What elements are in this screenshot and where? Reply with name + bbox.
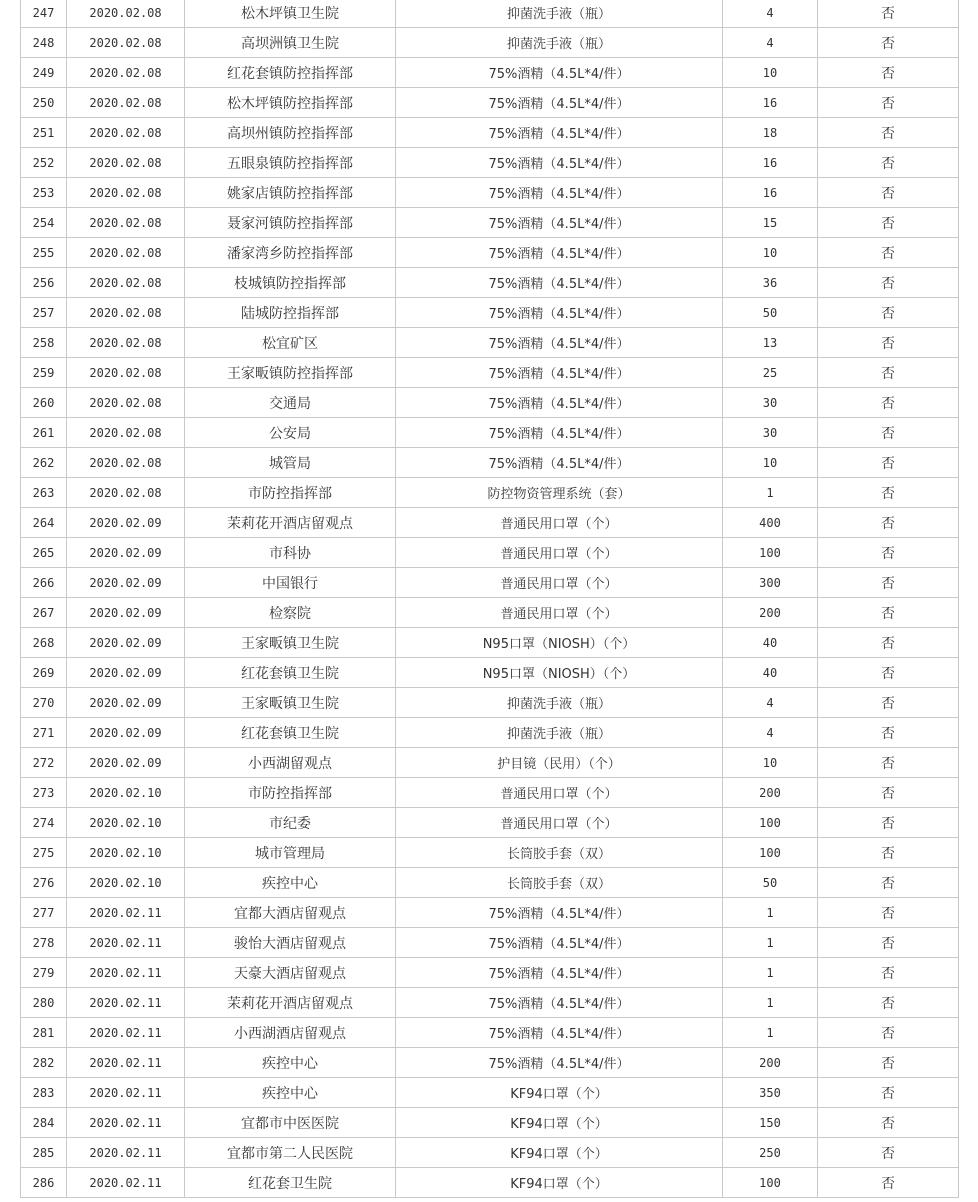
row-number-cell: 264 — [21, 508, 67, 538]
item-cell: 75%酒精（4.5L*4/件） — [396, 148, 723, 178]
table-row — [21, 1078, 959, 1108]
quantity-cell: 1 — [723, 928, 818, 958]
row-number-cell: 268 — [21, 628, 67, 658]
recipient-unit-cell: 红花套镇卫生院 — [185, 658, 396, 688]
table-row — [21, 508, 959, 538]
table-row — [21, 388, 959, 418]
quantity-cell: 1 — [723, 958, 818, 988]
row-number-cell: 267 — [21, 598, 67, 628]
flag-cell: 否 — [818, 118, 959, 148]
row-number-cell: 273 — [21, 778, 67, 808]
flag-cell: 否 — [818, 58, 959, 88]
item-cell: 长筒胶手套（双） — [396, 838, 723, 868]
item-cell: 75%酒精（4.5L*4/件） — [396, 298, 723, 328]
table-row — [21, 178, 959, 208]
date-cell: 2020.02.09 — [67, 568, 185, 598]
item-cell: 75%酒精（4.5L*4/件） — [396, 178, 723, 208]
row-number-cell: 284 — [21, 1108, 67, 1138]
item-cell: 75%酒精（4.5L*4/件） — [396, 928, 723, 958]
flag-cell: 否 — [818, 508, 959, 538]
recipient-unit-cell: 城管局 — [185, 448, 396, 478]
table-row — [21, 238, 959, 268]
row-number-cell: 261 — [21, 418, 67, 448]
flag-cell: 否 — [818, 628, 959, 658]
table-row — [21, 148, 959, 178]
table-row — [21, 658, 959, 688]
quantity-cell: 100 — [723, 1168, 818, 1198]
quantity-cell: 350 — [723, 1078, 818, 1108]
flag-cell: 否 — [818, 598, 959, 628]
recipient-unit-cell: 王家畈镇卫生院 — [185, 688, 396, 718]
row-number-cell: 265 — [21, 538, 67, 568]
table-row — [21, 1108, 959, 1138]
item-cell: KF94口罩（个） — [396, 1108, 723, 1138]
quantity-cell: 4 — [723, 688, 818, 718]
recipient-unit-cell: 公安局 — [185, 418, 396, 448]
quantity-cell: 100 — [723, 808, 818, 838]
date-cell: 2020.02.08 — [67, 208, 185, 238]
date-cell: 2020.02.09 — [67, 508, 185, 538]
quantity-cell: 250 — [723, 1138, 818, 1168]
recipient-unit-cell: 红花套卫生院 — [185, 1168, 396, 1198]
row-number-cell: 280 — [21, 988, 67, 1018]
table-row — [21, 58, 959, 88]
date-cell: 2020.02.08 — [67, 28, 185, 58]
table-body — [21, 0, 959, 1198]
table-row — [21, 328, 959, 358]
date-cell: 2020.02.10 — [67, 868, 185, 898]
flag-cell: 否 — [818, 658, 959, 688]
quantity-cell: 200 — [723, 598, 818, 628]
distribution-table — [20, 0, 959, 1198]
table-row — [21, 628, 959, 658]
flag-cell: 否 — [818, 568, 959, 598]
row-number-cell: 274 — [21, 808, 67, 838]
row-number-cell: 275 — [21, 838, 67, 868]
item-cell: 长筒胶手套（双） — [396, 868, 723, 898]
quantity-cell: 25 — [723, 358, 818, 388]
table-row — [21, 808, 959, 838]
quantity-cell: 4 — [723, 718, 818, 748]
row-number-cell: 250 — [21, 88, 67, 118]
table-row — [21, 778, 959, 808]
quantity-cell: 10 — [723, 448, 818, 478]
quantity-cell: 50 — [723, 868, 818, 898]
flag-cell: 否 — [818, 808, 959, 838]
quantity-cell: 400 — [723, 508, 818, 538]
row-number-cell: 276 — [21, 868, 67, 898]
row-number-cell: 278 — [21, 928, 67, 958]
date-cell: 2020.02.08 — [67, 58, 185, 88]
item-cell: 抑菌洗手液（瓶） — [396, 718, 723, 748]
table-row — [21, 0, 959, 28]
flag-cell: 否 — [818, 718, 959, 748]
flag-cell: 否 — [818, 868, 959, 898]
date-cell: 2020.02.11 — [67, 1138, 185, 1168]
item-cell: 普通民用口罩（个） — [396, 778, 723, 808]
row-number-cell: 258 — [21, 328, 67, 358]
date-cell: 2020.02.08 — [67, 148, 185, 178]
date-cell: 2020.02.09 — [67, 688, 185, 718]
item-cell: 护目镜（民用）（个） — [396, 748, 723, 778]
quantity-cell: 10 — [723, 58, 818, 88]
quantity-cell: 10 — [723, 238, 818, 268]
row-number-cell: 283 — [21, 1078, 67, 1108]
table-row — [21, 448, 959, 478]
date-cell: 2020.02.09 — [67, 628, 185, 658]
quantity-cell: 1 — [723, 988, 818, 1018]
item-cell: 75%酒精（4.5L*4/件） — [396, 328, 723, 358]
row-number-cell: 262 — [21, 448, 67, 478]
item-cell: 普通民用口罩（个） — [396, 508, 723, 538]
item-cell: KF94口罩（个） — [396, 1168, 723, 1198]
quantity-cell: 4 — [723, 0, 818, 28]
item-cell: 普通民用口罩（个） — [396, 808, 723, 838]
item-cell: 75%酒精（4.5L*4/件） — [396, 988, 723, 1018]
flag-cell: 否 — [818, 538, 959, 568]
flag-cell: 否 — [818, 238, 959, 268]
row-number-cell: 257 — [21, 298, 67, 328]
flag-cell: 否 — [818, 268, 959, 298]
row-number-cell: 277 — [21, 898, 67, 928]
table-row — [21, 1168, 959, 1198]
row-number-cell: 255 — [21, 238, 67, 268]
recipient-unit-cell: 市防控指挥部 — [185, 478, 396, 508]
item-cell: 75%酒精（4.5L*4/件） — [396, 358, 723, 388]
item-cell: 普通民用口罩（个） — [396, 598, 723, 628]
row-number-cell: 282 — [21, 1048, 67, 1078]
flag-cell: 否 — [818, 1108, 959, 1138]
recipient-unit-cell: 小西湖酒店留观点 — [185, 1018, 396, 1048]
row-number-cell: 252 — [21, 148, 67, 178]
item-cell: 75%酒精（4.5L*4/件） — [396, 58, 723, 88]
date-cell: 2020.02.08 — [67, 388, 185, 418]
table-row — [21, 958, 959, 988]
table-row — [21, 268, 959, 298]
recipient-unit-cell: 松宜矿区 — [185, 328, 396, 358]
recipient-unit-cell: 红花套镇卫生院 — [185, 718, 396, 748]
flag-cell: 否 — [818, 0, 959, 28]
recipient-unit-cell: 姚家店镇防控指挥部 — [185, 178, 396, 208]
item-cell: 抑菌洗手液（瓶） — [396, 688, 723, 718]
row-number-cell: 281 — [21, 1018, 67, 1048]
item-cell: 75%酒精（4.5L*4/件） — [396, 388, 723, 418]
recipient-unit-cell: 茉莉花开酒店留观点 — [185, 508, 396, 538]
row-number-cell: 260 — [21, 388, 67, 418]
flag-cell: 否 — [818, 178, 959, 208]
flag-cell: 否 — [818, 928, 959, 958]
table-row — [21, 838, 959, 868]
quantity-cell: 40 — [723, 628, 818, 658]
recipient-unit-cell: 红花套镇防控指挥部 — [185, 58, 396, 88]
quantity-cell: 30 — [723, 388, 818, 418]
flag-cell: 否 — [818, 478, 959, 508]
recipient-unit-cell: 聂家河镇防控指挥部 — [185, 208, 396, 238]
date-cell: 2020.02.11 — [67, 1048, 185, 1078]
flag-cell: 否 — [818, 88, 959, 118]
flag-cell: 否 — [818, 1018, 959, 1048]
table-row — [21, 418, 959, 448]
recipient-unit-cell: 交通局 — [185, 388, 396, 418]
table-row — [21, 748, 959, 778]
row-number-cell: 263 — [21, 478, 67, 508]
quantity-cell: 100 — [723, 838, 818, 868]
flag-cell: 否 — [818, 418, 959, 448]
item-cell: KF94口罩（个） — [396, 1078, 723, 1108]
recipient-unit-cell: 王家畈镇防控指挥部 — [185, 358, 396, 388]
quantity-cell: 10 — [723, 748, 818, 778]
table-row — [21, 478, 959, 508]
item-cell: N95口罩（NIOSH）（个） — [396, 658, 723, 688]
item-cell: KF94口罩（个） — [396, 1138, 723, 1168]
recipient-unit-cell: 五眼泉镇防控指挥部 — [185, 148, 396, 178]
recipient-unit-cell: 疾控中心 — [185, 1078, 396, 1108]
quantity-cell: 150 — [723, 1108, 818, 1138]
item-cell: 抑菌洗手液（瓶） — [396, 28, 723, 58]
flag-cell: 否 — [818, 208, 959, 238]
table-row — [21, 928, 959, 958]
table-row — [21, 118, 959, 148]
table-row — [21, 1048, 959, 1078]
quantity-cell: 1 — [723, 1018, 818, 1048]
row-number-cell: 270 — [21, 688, 67, 718]
recipient-unit-cell: 松木坪镇防控指挥部 — [185, 88, 396, 118]
flag-cell: 否 — [818, 958, 959, 988]
table-row — [21, 898, 959, 928]
date-cell: 2020.02.08 — [67, 418, 185, 448]
row-number-cell: 272 — [21, 748, 67, 778]
recipient-unit-cell: 骏怡大酒店留观点 — [185, 928, 396, 958]
table-row — [21, 208, 959, 238]
flag-cell: 否 — [818, 388, 959, 418]
flag-cell: 否 — [818, 778, 959, 808]
quantity-cell: 16 — [723, 88, 818, 118]
quantity-cell: 13 — [723, 328, 818, 358]
row-number-cell: 253 — [21, 178, 67, 208]
row-number-cell: 269 — [21, 658, 67, 688]
recipient-unit-cell: 小西湖留观点 — [185, 748, 396, 778]
recipient-unit-cell: 中国银行 — [185, 568, 396, 598]
recipient-unit-cell: 疾控中心 — [185, 1048, 396, 1078]
date-cell: 2020.02.08 — [67, 268, 185, 298]
recipient-unit-cell: 天豪大酒店留观点 — [185, 958, 396, 988]
date-cell: 2020.02.09 — [67, 658, 185, 688]
date-cell: 2020.02.10 — [67, 808, 185, 838]
flag-cell: 否 — [818, 838, 959, 868]
table-row — [21, 358, 959, 388]
quantity-cell: 15 — [723, 208, 818, 238]
item-cell: 75%酒精（4.5L*4/件） — [396, 958, 723, 988]
item-cell: 75%酒精（4.5L*4/件） — [396, 1048, 723, 1078]
quantity-cell: 200 — [723, 1048, 818, 1078]
row-number-cell: 251 — [21, 118, 67, 148]
row-number-cell: 247 — [21, 0, 67, 28]
table-row — [21, 538, 959, 568]
date-cell: 2020.02.10 — [67, 778, 185, 808]
flag-cell: 否 — [818, 988, 959, 1018]
date-cell: 2020.02.09 — [67, 538, 185, 568]
date-cell: 2020.02.08 — [67, 88, 185, 118]
quantity-cell: 300 — [723, 568, 818, 598]
quantity-cell: 40 — [723, 658, 818, 688]
date-cell: 2020.02.11 — [67, 898, 185, 928]
recipient-unit-cell: 市纪委 — [185, 808, 396, 838]
quantity-cell: 16 — [723, 148, 818, 178]
recipient-unit-cell: 市防控指挥部 — [185, 778, 396, 808]
item-cell: 普通民用口罩（个） — [396, 568, 723, 598]
recipient-unit-cell: 宜都市中医医院 — [185, 1108, 396, 1138]
flag-cell: 否 — [818, 1078, 959, 1108]
table-row — [21, 88, 959, 118]
recipient-unit-cell: 高坝洲镇卫生院 — [185, 28, 396, 58]
item-cell: 普通民用口罩（个） — [396, 538, 723, 568]
quantity-cell: 18 — [723, 118, 818, 148]
item-cell: 75%酒精（4.5L*4/件） — [396, 268, 723, 298]
flag-cell: 否 — [818, 1168, 959, 1198]
table-row — [21, 568, 959, 598]
item-cell: N95口罩（NIOSH）（个） — [396, 628, 723, 658]
recipient-unit-cell: 茉莉花开酒店留观点 — [185, 988, 396, 1018]
date-cell: 2020.02.08 — [67, 238, 185, 268]
flag-cell: 否 — [818, 448, 959, 478]
date-cell: 2020.02.08 — [67, 0, 185, 28]
date-cell: 2020.02.11 — [67, 1168, 185, 1198]
recipient-unit-cell: 潘家湾乡防控指挥部 — [185, 238, 396, 268]
flag-cell: 否 — [818, 298, 959, 328]
item-cell: 75%酒精（4.5L*4/件） — [396, 238, 723, 268]
recipient-unit-cell: 检察院 — [185, 598, 396, 628]
flag-cell: 否 — [818, 328, 959, 358]
item-cell: 75%酒精（4.5L*4/件） — [396, 88, 723, 118]
flag-cell: 否 — [818, 1048, 959, 1078]
flag-cell: 否 — [818, 28, 959, 58]
item-cell: 75%酒精（4.5L*4/件） — [396, 898, 723, 928]
date-cell: 2020.02.11 — [67, 958, 185, 988]
recipient-unit-cell: 王家畈镇卫生院 — [185, 628, 396, 658]
recipient-unit-cell: 疾控中心 — [185, 868, 396, 898]
flag-cell: 否 — [818, 748, 959, 778]
row-number-cell: 266 — [21, 568, 67, 598]
date-cell: 2020.02.10 — [67, 838, 185, 868]
date-cell: 2020.02.08 — [67, 358, 185, 388]
date-cell: 2020.02.08 — [67, 298, 185, 328]
item-cell: 抑菌洗手液（瓶） — [396, 0, 723, 28]
date-cell: 2020.02.09 — [67, 748, 185, 778]
table-row — [21, 718, 959, 748]
flag-cell: 否 — [818, 688, 959, 718]
date-cell: 2020.02.09 — [67, 718, 185, 748]
date-cell: 2020.02.09 — [67, 598, 185, 628]
item-cell: 75%酒精（4.5L*4/件） — [396, 448, 723, 478]
date-cell: 2020.02.08 — [67, 478, 185, 508]
table-row — [21, 598, 959, 628]
recipient-unit-cell: 宜都大酒店留观点 — [185, 898, 396, 928]
item-cell: 75%酒精（4.5L*4/件） — [396, 118, 723, 148]
quantity-cell: 4 — [723, 28, 818, 58]
recipient-unit-cell: 松木坪镇卫生院 — [185, 0, 396, 28]
row-number-cell: 259 — [21, 358, 67, 388]
row-number-cell: 271 — [21, 718, 67, 748]
table-row — [21, 1018, 959, 1048]
recipient-unit-cell: 陆城防控指挥部 — [185, 298, 396, 328]
flag-cell: 否 — [818, 148, 959, 178]
table-row — [21, 298, 959, 328]
table-row — [21, 988, 959, 1018]
item-cell: 75%酒精（4.5L*4/件） — [396, 418, 723, 448]
quantity-cell: 16 — [723, 178, 818, 208]
item-cell: 防控物资管理系统（套） — [396, 478, 723, 508]
row-number-cell: 256 — [21, 268, 67, 298]
quantity-cell: 30 — [723, 418, 818, 448]
date-cell: 2020.02.11 — [67, 1078, 185, 1108]
recipient-unit-cell: 高坝州镇防控指挥部 — [185, 118, 396, 148]
row-number-cell: 285 — [21, 1138, 67, 1168]
row-number-cell: 249 — [21, 58, 67, 88]
quantity-cell: 1 — [723, 478, 818, 508]
table-row — [21, 868, 959, 898]
recipient-unit-cell: 宜都市第二人民医院 — [185, 1138, 396, 1168]
flag-cell: 否 — [818, 898, 959, 928]
date-cell: 2020.02.08 — [67, 118, 185, 148]
date-cell: 2020.02.11 — [67, 928, 185, 958]
date-cell: 2020.02.08 — [67, 328, 185, 358]
date-cell: 2020.02.08 — [67, 448, 185, 478]
item-cell: 75%酒精（4.5L*4/件） — [396, 208, 723, 238]
recipient-unit-cell: 城市管理局 — [185, 838, 396, 868]
row-number-cell: 254 — [21, 208, 67, 238]
flag-cell: 否 — [818, 358, 959, 388]
quantity-cell: 36 — [723, 268, 818, 298]
flag-cell: 否 — [818, 1138, 959, 1168]
quantity-cell: 1 — [723, 898, 818, 928]
row-number-cell: 279 — [21, 958, 67, 988]
recipient-unit-cell: 枝城镇防控指挥部 — [185, 268, 396, 298]
date-cell: 2020.02.08 — [67, 178, 185, 208]
date-cell: 2020.02.11 — [67, 1018, 185, 1048]
quantity-cell: 50 — [723, 298, 818, 328]
date-cell: 2020.02.11 — [67, 1108, 185, 1138]
item-cell: 75%酒精（4.5L*4/件） — [396, 1018, 723, 1048]
distribution-table-container — [20, 0, 958, 1198]
quantity-cell: 200 — [723, 778, 818, 808]
row-number-cell: 248 — [21, 28, 67, 58]
quantity-cell: 100 — [723, 538, 818, 568]
row-number-cell: 286 — [21, 1168, 67, 1198]
table-row — [21, 28, 959, 58]
recipient-unit-cell: 市科协 — [185, 538, 396, 568]
table-row — [21, 1138, 959, 1168]
table-row — [21, 688, 959, 718]
date-cell: 2020.02.11 — [67, 988, 185, 1018]
